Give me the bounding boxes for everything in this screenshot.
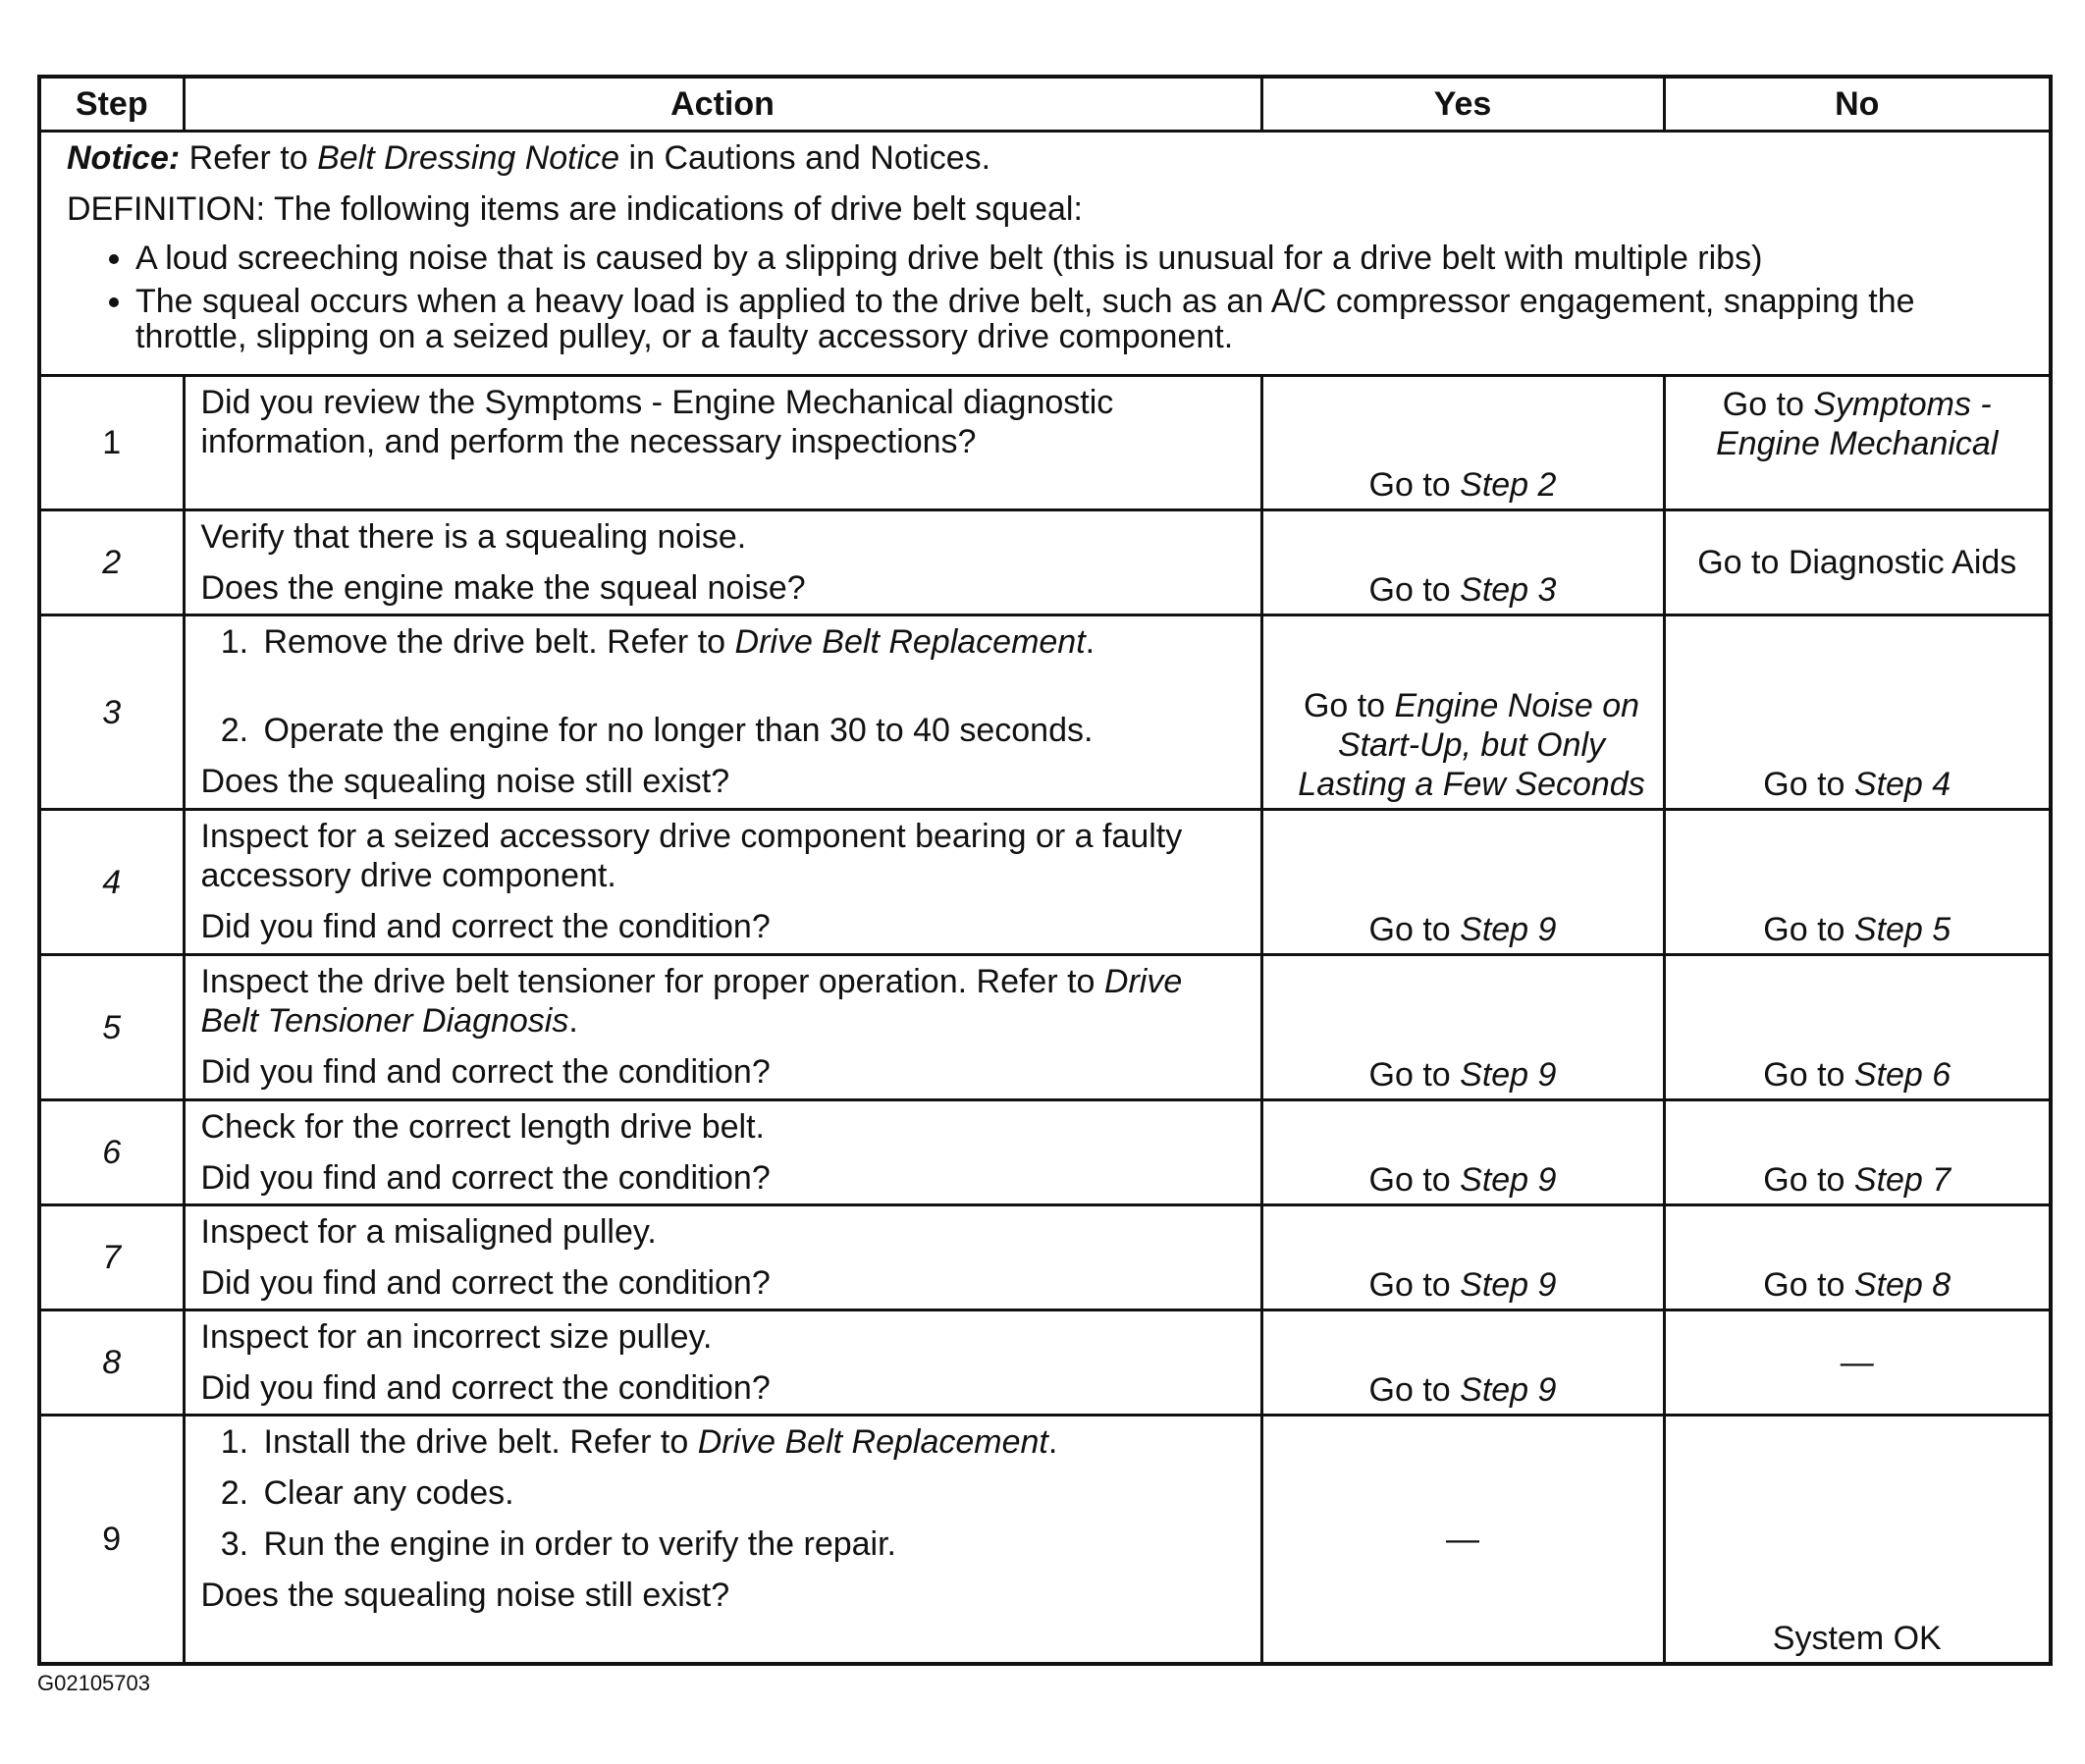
step-number: 7: [39, 1205, 184, 1310]
yes-cell: Go to Step 2: [1261, 376, 1664, 510]
question: Did you find and correct the condition?: [200, 1369, 771, 1407]
diagnostic-table: [37, 75, 2053, 1666]
question: Does the squealing noise still exist?: [200, 1577, 730, 1614]
action-cell: Inspect the drive belt tensioner for proper operation. Refer to Drive Belt Tensioner Diagnosis. Did you find and correct the condition?: [184, 955, 1261, 1100]
list-item: • The squeal occurs when a heavy load is applied to the drive belt, such as an A/C compressor engagement, snapping the throttle, slipping on a seized pulley, or a faulty accessory drive component.: [135, 284, 2035, 354]
no-cell: —: [1664, 1310, 2051, 1416]
no-cell: Go to Step 8: [1664, 1205, 2051, 1310]
yes-cell: Go to Step 9: [1261, 810, 1664, 955]
action-cell: Inspect for a misaligned pulley. Did you find and correct the condition?: [184, 1205, 1261, 1310]
question: Did you find and correct the condition?: [200, 1159, 771, 1197]
list-item: 2. Operate the engine for no longer than 30 to 40 seconds.: [258, 711, 1247, 750]
table-row-step-9: [39, 1416, 2051, 1664]
action-cell: Did you review the Symptoms - Engine Mechanical diagnostic information, and perform the necessary inspections?: [184, 376, 1261, 510]
no-cell: Go to Diagnostic Aids: [1664, 510, 2051, 615]
table-row-step-8: [39, 1310, 2051, 1416]
notice-ref: Belt Dressing Notice: [317, 139, 620, 177]
header-row: [39, 77, 2051, 132]
list-item: 2. Clear any codes.: [258, 1473, 1247, 1513]
yes-cell: Go to Step 9: [1261, 1100, 1664, 1205]
header-no: No: [1664, 77, 2051, 132]
table-row-step-4: [39, 810, 2051, 955]
step-number: 2: [39, 510, 184, 615]
table-row-step-3: [39, 615, 2051, 810]
yes-cell: Go to Engine Noise on Start-Up, but Only Lasting a Few Seconds: [1261, 615, 1664, 810]
list-item: 1. Remove the drive belt. Refer to Drive Belt Replacement.: [258, 622, 1247, 662]
header-action: Action: [184, 77, 1261, 132]
action-cell: [184, 615, 1261, 810]
question: Does the engine make the squeal noise?: [200, 569, 806, 607]
action-steps: [201, 622, 1247, 750]
step-number: 4: [39, 810, 184, 955]
table-row-step-1: [39, 376, 2051, 510]
step-number: 1: [39, 376, 184, 510]
step-number: 6: [39, 1100, 184, 1205]
notice-label: Notice:: [67, 139, 181, 177]
action-cell: [184, 1416, 1261, 1664]
action-cell: Inspect for an incorrect size pulley. Did you find and correct the condition?: [184, 1310, 1261, 1416]
intro-row: [39, 132, 2051, 376]
step-number: 3: [39, 615, 184, 810]
figure-id: G02105703: [37, 1671, 150, 1695]
no-cell: System OK: [1664, 1416, 2051, 1664]
action-cell: Verify that there is a squealing noise. Does the engine make the squeal noise?: [184, 510, 1261, 615]
step-number: 8: [39, 1310, 184, 1416]
question: Did you find and correct the condition?: [200, 908, 771, 945]
question: Did you find and correct the condition?: [200, 1053, 771, 1091]
yes-cell: —: [1261, 1416, 1664, 1664]
no-cell: Go to Symptoms - Engine Mechanical: [1664, 376, 2051, 510]
definition: DEFINITION: The following items are indications of drive belt squeal:: [67, 190, 1083, 228]
list-item: 3. Run the engine in order to verify the repair.: [258, 1524, 1247, 1564]
table-row-step-2: [39, 510, 2051, 615]
table-row-step-5: [39, 955, 2051, 1100]
no-cell: Go to Step 5: [1664, 810, 2051, 955]
notice: Notice: Refer to Belt Dressing Notice in Cautions and Notices.: [67, 139, 991, 177]
no-cell: Go to Step 4: [1664, 615, 2051, 810]
action-steps: [201, 1422, 1247, 1564]
list-item: • A loud screeching noise that is caused by a slipping drive belt (this is unusual for a drive belt with multiple ribs): [135, 241, 2035, 276]
action-cell: Inspect for a seized accessory drive component bearing or a faulty accessory drive component. Did you find and correct the condition?: [184, 810, 1261, 955]
yes-cell: Go to Step 3: [1261, 510, 1664, 615]
header-step: Step: [39, 77, 184, 132]
table-row-step-7: [39, 1205, 2051, 1310]
question: Did you find and correct the condition?: [200, 1264, 771, 1302]
intro-cell: [39, 132, 2051, 376]
yes-cell: Go to Step 9: [1261, 1310, 1664, 1416]
action-cell: Check for the correct length drive belt. Did you find and correct the condition?: [184, 1100, 1261, 1205]
header-yes: Yes: [1261, 77, 1664, 132]
yes-cell: Go to Step 9: [1261, 1205, 1664, 1310]
table-row-step-6: [39, 1100, 2051, 1205]
yes-cell: Go to Step 9: [1261, 955, 1664, 1100]
no-cell: Go to Step 7: [1664, 1100, 2051, 1205]
step-number: 9: [39, 1416, 184, 1664]
definition-list: [67, 241, 2035, 354]
step-number: 5: [39, 955, 184, 1100]
list-item: 1. Install the drive belt. Refer to Drive Belt Replacement.: [258, 1422, 1247, 1462]
no-cell: Go to Step 6: [1664, 955, 2051, 1100]
question: Does the squealing noise still exist?: [200, 763, 730, 800]
